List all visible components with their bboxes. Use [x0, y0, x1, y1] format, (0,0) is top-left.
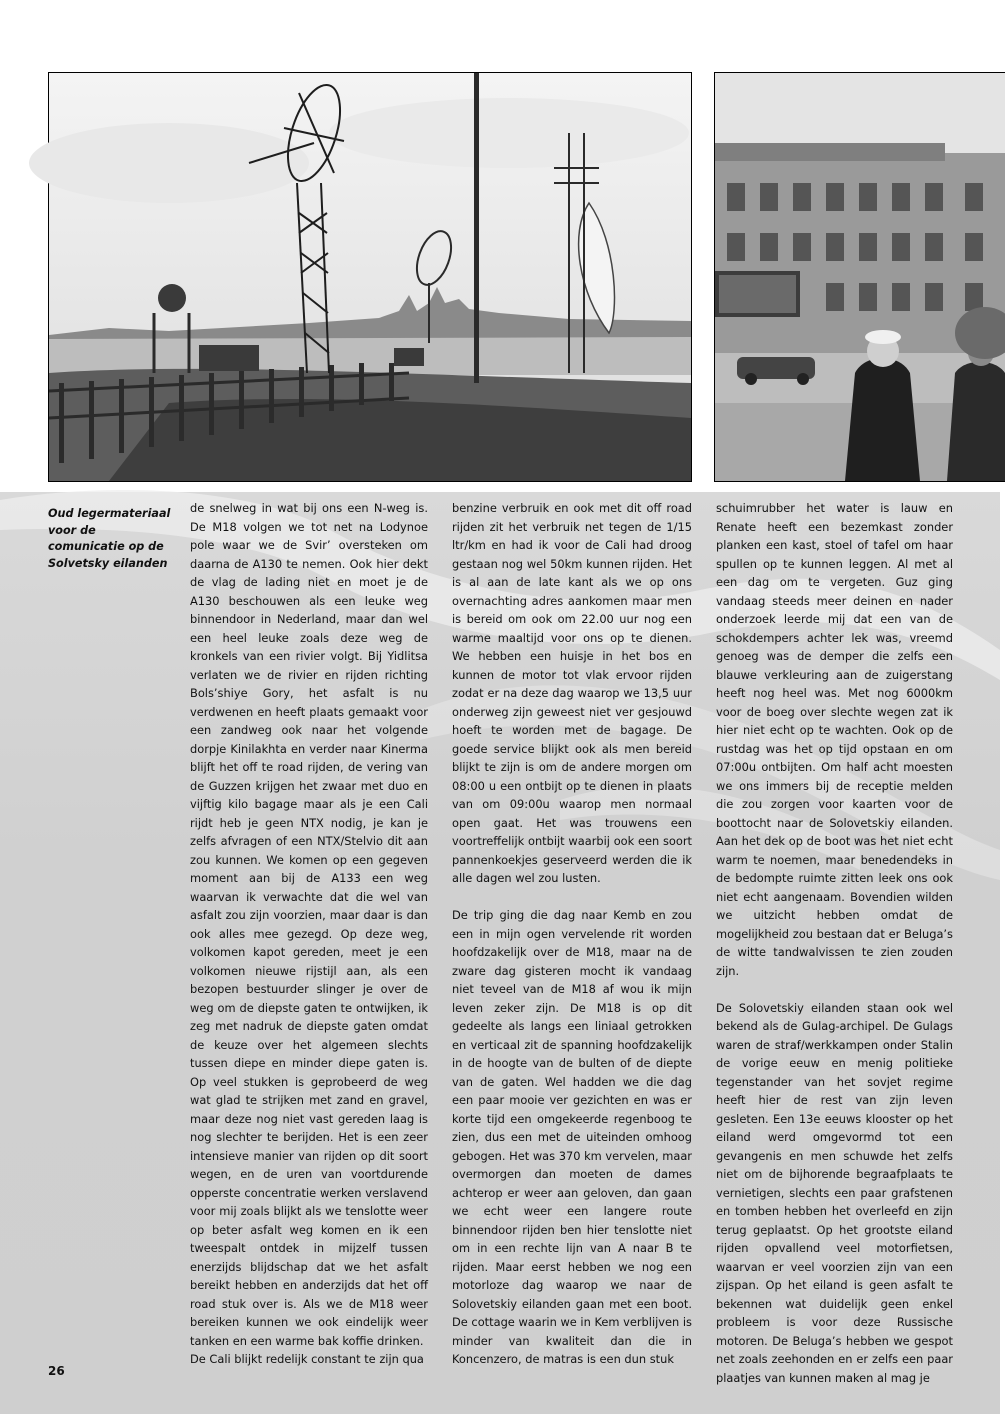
text-column-2	[452, 499, 692, 1366]
photo-radar-antennas	[48, 72, 692, 482]
radar-antennas-photo-icon	[49, 73, 691, 481]
text-column-1	[190, 499, 428, 1366]
paragraph: schuimrubber het water is lauw en Renate heeft een bezemkast zonder planken een kast, stoel of tafel om haar spullen op te kunnen leggen. Al met al een dag om te vergeten. Guz ging vandaag steeds meer deinen en nader onderzoek leerde mij dat een van de schokdempers achter lek was, vreemd genoeg was de demper die zelfs een blauwe verkleuring aan de zuigerstang heeft nog heel was. Met nog 6000km voor de boeg over slechte wegen zat ik hier niet echt op te wachten. Ook op de rustdag was het op tijd opstaan en om 07:00u ontbijten. Om half acht moesten we ons immers bij de receptie melden die zou zorgen voor kaarten voor de boottocht naar de Solovetskiy eilanden. Aan het dek op de boot was het niet echt warm te noemen, maar benedendeks in de bedompte ruimte zitten leek ons ook niet echt aangenaam. Bovendien wilden we uitzicht hebben omdat de mogelijkheid zou bestaan dat er Beluga’s de witte tandwalvissen te zien zouden zijn.	[716, 501, 953, 978]
photo-city-street	[714, 72, 1005, 482]
text-column-3	[716, 499, 953, 1385]
page-number: 26	[48, 1364, 65, 1378]
paragraph: benzine verbruik en ook met dit off road rijden zit het verbruik net tegen de 1/15 ltr/km en had ik voor de Cali had droog gestaan nog wel 50km kunnen rijden. Het is al aan de late kant als we op ons overnachting adres aankomen maar men is bereid om ook om 22.00 uur nog een warme maaltijd voor ons op te dienen. We hebben een huisje in het bos en kunnen de motor tot vlak ervoor rijden zodat er na deze dag waarop we 13,5 uur onderweg zijn geweest niet ver gesjouwd hoeft te worden met de bagage. De goede service blijkt ook als men bereid blijkt te zijn is om de andere morgen om 08:00 u een ontbijt op te dienen in plaats van om 09:00u waarop men normaal open gaat. Het was trouwens een voortreffelijk ontbijt waarbij ook een soort pannenkoekjes geserveerd werden die ik alle dagen wel zou lusten.	[452, 501, 692, 885]
paragraph: De Solovetskiy eilanden staan ook wel bekend als de Gulag-archipel. De Gulags waren de straf/werkkampen onder Stalin de vorige eeuw en menig politieke tegenstander van het sovjet regime heeft hier de rest van zijn leven gesleten. Een 13e eeuws klooster op het eiland werd omgevormd tot een gevangenis en men schuwde het zelfs niet om de bijhorende begraafplaats te vernietigen, slechts een paar grafstenen en tomben hebben het overleefd en zijn terug geplaatst. Op het grootste eiland rijden opvallend veel motorfietsen, waarvan er veel voorzien zijn van een zijspan. Op het eiland is geen asfalt te bekennen wat duidelijk geen enkel probleem is voor deze Russische motoren. De Beluga’s hebben we gespot net zoals zeehonden en er zelfs een paar plaatjes van kunnen maken al mag je	[716, 1000, 953, 1385]
city-street-photo-icon	[715, 73, 1005, 481]
paragraph: de snelweg in wat bij ons een N-weg is. De M18 volgen we tot net na Lodynoe pole waar we de Svir’ oversteken om daarna de A130 te nemen. Ook hier dekt de vlag de lading niet en moet je de A130 beschouwen als een leuke weg binnendoor in Nederland, maar dan wel een heel leuke zoals deze weg de kronkels van een rivier volgt. Bij Yidlitsa verlaten we de rivier en rijden richting Bols’shiye Gory, het asfalt is nu verdwenen en heeft plaats gemaakt voor een zandweg ook naar het volgende dorpje Kinilakhta en verder naar Kinerma blijft het off te road rijden, de vering van de Guzzen krijgen het zwaar met duo en vijftig kilo bagage maar als je een Cali rijdt heb je geen NTX nodig, je kan je zelfs afvragen of een NTX/Stelvio dit aan zou kunnen. We komen op een gegeven moment aan bij de A133 een weg waarvan ik verwachte dat die wel van asfalt zou zijn voorzien, maar daar is dan ook alles mee gezegd. Op deze weg, volkomen kapot gereden, meet je een volkomen nieuwe rijstijl aan, als een bezopen bestuurder slinger je over de weg om de diepste gaten te ontwijken, ik zeg met nadruk de diepste gaten omdat de keuze over het algemeen slechts tussen diepe en minder diepe gaten is. Op veel stukken is geprobeerd de weg wat glad te strijken met zand en gravel, maar deze nog niet vast gereden laag is nog slechter te berijden. Het is een zeer intensieve manier van rijden op dit soort wegen, en de uren van voortdurende opperste concentratie werken verslavend voor mij zoals blijkt als we tenslotte weer op beter asfalt weg komen en ik een tweespalt ontdek in mijzelf tussen enerzijds blijdschap dat we het asfalt bereikt hebben en anderzijds dat het off road stuk over is. Als we de M18 weer bereiken kunnen we ook eindelijk weer tanken en een warme bak koffie drinken.	[190, 501, 428, 1348]
paragraph: De trip ging die dag naar Kemb en zou een in mijn ogen vervelende rit worden hoofdzakelijk over de M18, maar na de zware dag gisteren mocht ik vandaag niet teveel van de M18 af wou ik mijn leven zeker zijn. De M18 is op dit gedeelte als langs een liniaal getrokken en verticaal zit de spanning hoofdzakelijk in de hoogte van de bulten of de diepte van de gaten. Wel hadden we die dag een paar mooie ver gezichten en was er korte tijd een omgekeerde regenboog te zien, dus een met de uiteinden omhoog gebogen. Het was 370 km vervelen, maar overmorgen dan moeten de dames achterop er weer aan geloven, dan gaan we echt weer een langere route binnendoor rijden ben hier tenslotte niet om in een rechte lijn van A naar B te rijden. Maar eerst hebben we nog een motorloze dag waarop we naar de Solovetskiy eilanden gaan met een boot. De cottage waarin we in Kem verblijven is minder van kwaliteit dan die in Koncenzero, de matras is een dun stuk	[452, 908, 692, 1366]
paragraph: De Cali blijkt redelijk constant te zijn qua	[190, 1352, 424, 1366]
photo-caption: Oud legermateriaal voor de comunicatie op de Solvetsky eilanden	[48, 507, 171, 570]
